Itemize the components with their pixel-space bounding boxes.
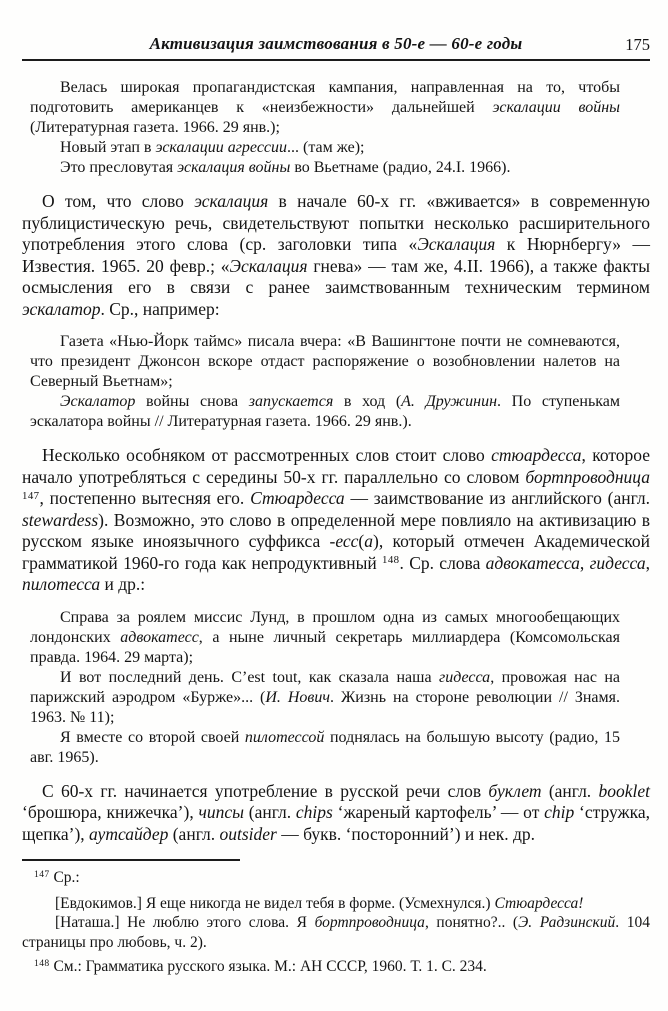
text-run: — заимствование из английского (англ. xyxy=(344,488,650,508)
text-run: , а ныне личный секретарь миллиардера (Комсомольская правда. 1964. 29 марта); xyxy=(30,628,621,666)
body-paragraph xyxy=(22,191,650,320)
text-run: в ход ( xyxy=(333,393,402,410)
text-run: Газета «Нью-Йорк таймс» писала вчера: «В Вашингтоне почти не сомневаются, что президент Джонсон вскоре отдаст распоряжение о возобновлении налетов на Северный Вьетнам»; xyxy=(30,333,620,390)
italic-run: stewardess xyxy=(22,509,99,530)
italic-run: outsider xyxy=(219,823,277,844)
text-run: (Литературная газета. 1966. 29 янв.); xyxy=(30,119,280,136)
italic-run: аутсайдер xyxy=(89,823,169,844)
italic-run: буклет xyxy=(488,780,542,801)
text-run: Я вместе со второй своей xyxy=(60,728,245,746)
italic-run: chips xyxy=(295,802,333,822)
italic-run: booklet xyxy=(598,780,650,801)
italic-run: стюардесса xyxy=(491,445,582,465)
italic-run: Эскалация xyxy=(417,234,496,254)
italic-run: Э. Радзинский xyxy=(518,914,616,931)
footnotes-body xyxy=(22,868,650,977)
text-run: ‘жареный картофель’ — от xyxy=(332,802,545,822)
text-run: поднялась на большую высоту (радио, 15 авг. 1965). xyxy=(30,728,621,766)
text-run: (англ. xyxy=(168,823,220,844)
italic-run: гидесса xyxy=(438,668,491,686)
text-run: (англ. xyxy=(243,802,296,822)
quote-paragraph xyxy=(30,158,620,178)
italic-run: Эскалация xyxy=(229,255,308,276)
footnote xyxy=(22,957,650,977)
text-run: — букв. ‘посторонний’) и нек. др. xyxy=(276,823,536,844)
running-header xyxy=(22,34,650,55)
italic-run: бортпроводница xyxy=(314,914,425,931)
italic-run: пилотесса xyxy=(22,574,101,594)
text-run: ... (там же); xyxy=(287,139,365,156)
footnote-quote xyxy=(22,913,650,952)
text-run: ), который отмечен Академической грамматикой 1960-го года как непродуктивный xyxy=(22,531,651,573)
text-run: ‘брошюра, книжечка’), xyxy=(22,802,199,822)
italic-run: адвокатесса xyxy=(485,552,580,573)
italic-run: А. Дружинин xyxy=(401,393,498,410)
quote-paragraph xyxy=(30,728,620,768)
text-run: [Евдокимов.] Я еще никогда не видел тебя в форме. (Усмехнулся.) xyxy=(55,894,495,912)
text-run: [Наташа.] Не люблю этого слова. Я xyxy=(55,914,315,931)
text-run: . По ступенькам эскалатора войны // Литературная газета. 1966. 29 янв.). xyxy=(30,393,621,430)
running-title: Активизация заимствования в 50-е — 60-е годы xyxy=(149,34,523,53)
text-run: . Жизнь на стороне революции // Знамя. 1963. № 11); xyxy=(30,688,621,726)
text-run: . Ср. слова xyxy=(399,552,486,573)
italic-run: бортпроводница xyxy=(525,466,650,487)
italic-run: chip xyxy=(544,802,575,822)
text-run: , постепенно вытесняя его. xyxy=(39,488,251,508)
text-body xyxy=(22,78,650,845)
text-run: к Нюрнбергу» — Известия. 1965. 20 февр.; « xyxy=(22,234,650,276)
footnote-reference: 148 xyxy=(34,958,50,970)
text-run: (англ. xyxy=(541,780,599,801)
text-run: войны снова xyxy=(135,393,249,410)
text-run: ). Возможно, это слово в определенной мере повлияло на активизацию в русском языке иноязычного суффикса - xyxy=(22,509,650,551)
italic-run: запускается xyxy=(248,393,334,410)
text-run: С 60-х гг. начинается употребление в русской речи слов xyxy=(42,780,489,801)
italic-run: эскалации войны xyxy=(492,99,620,116)
text-run: . Ср., например: xyxy=(100,298,220,319)
quote-paragraph xyxy=(30,668,620,728)
text-run: гнева» — там же, 4.II. 1966), а также факты осмысления его в связи с ранее заимствованным техническим термином xyxy=(22,255,650,297)
text-run: . 104 страницы про любовь, ч. 2). xyxy=(22,914,650,951)
text-run: О том, что слово xyxy=(42,191,195,211)
text-run: и др.: xyxy=(100,574,146,594)
page-number: 175 xyxy=(625,35,650,54)
italic-run: эскалации агрессии xyxy=(155,139,288,156)
text-run: Новый этап в xyxy=(60,139,156,156)
text-run: , провожая нас на парижский аэродром «Бурже»... ( xyxy=(30,668,621,706)
body-paragraph xyxy=(22,781,650,846)
footnote-reference: 147 xyxy=(22,489,40,502)
quote-paragraph xyxy=(30,392,620,432)
italic-run: эскалация войны xyxy=(177,159,291,176)
footnote-quote xyxy=(22,894,650,914)
text-run: ‘стружка, щепка’), xyxy=(22,802,651,844)
text-run: , xyxy=(579,552,590,573)
text-run: Велась широкая пропагандистская кампания, направленная на то, чтобы подготовить американцев к «неизбежности» дальнейшей xyxy=(30,79,620,116)
text-run: , которое начало употребляться с середины 50-х гг. параллельно со словом xyxy=(22,445,651,487)
text-run: в начале 60-х гг. «вживается» в современную публицистическую речь, свидетельствуют попытки несколько расширительного употребления этого слова (ср. заголовки типа « xyxy=(22,191,650,254)
text-run: , понятно?.. ( xyxy=(424,914,519,931)
text-run: , xyxy=(645,552,650,573)
text-run: Это пресловутая xyxy=(60,159,178,176)
italic-run: пилотессой xyxy=(244,728,325,746)
italic-run: эскалация xyxy=(194,191,269,211)
footnote-reference: 147 xyxy=(34,869,50,881)
text-run: И вот последний день. C’est tout, как сказала наша xyxy=(60,668,439,686)
italic-run: Эскалатор xyxy=(60,393,136,410)
text-run: Несколько особняком от рассмотренных слов стоит слово xyxy=(42,445,492,465)
text-run: Ср.: xyxy=(49,869,80,886)
footnote-reference: 148 xyxy=(382,554,400,567)
text-run: Справа за роялем миссис Лунд, в прошлом одна из самых многообещающих лондонских xyxy=(30,608,620,646)
text-run: во Вьетнаме (радио, 24.I. 1966). xyxy=(290,159,511,176)
text-run: ( xyxy=(358,531,365,551)
italic-run: а xyxy=(364,531,373,551)
footnote xyxy=(22,868,650,888)
quote-paragraph xyxy=(30,608,620,668)
footnote-separator xyxy=(22,859,240,861)
italic-run: Стюардесса xyxy=(250,488,345,508)
body-paragraph xyxy=(22,445,650,596)
italic-run: чипсы xyxy=(198,802,244,822)
italic-run: И. Нович xyxy=(265,688,331,706)
quote-paragraph xyxy=(30,138,620,158)
text-run: См.: Грамматика русского языка. М.: АН СССР, 1960. Т. 1. С. 234. xyxy=(49,958,487,975)
quote-paragraph xyxy=(30,78,620,138)
italic-run: Стюардесса! xyxy=(494,894,584,912)
italic-run: есс xyxy=(335,531,359,551)
quote-paragraph xyxy=(30,332,620,392)
italic-run: эскалатор xyxy=(22,298,101,319)
italic-run: адвокатесс xyxy=(120,628,199,646)
italic-run: гидесса xyxy=(589,552,646,573)
header-rule xyxy=(22,59,650,61)
